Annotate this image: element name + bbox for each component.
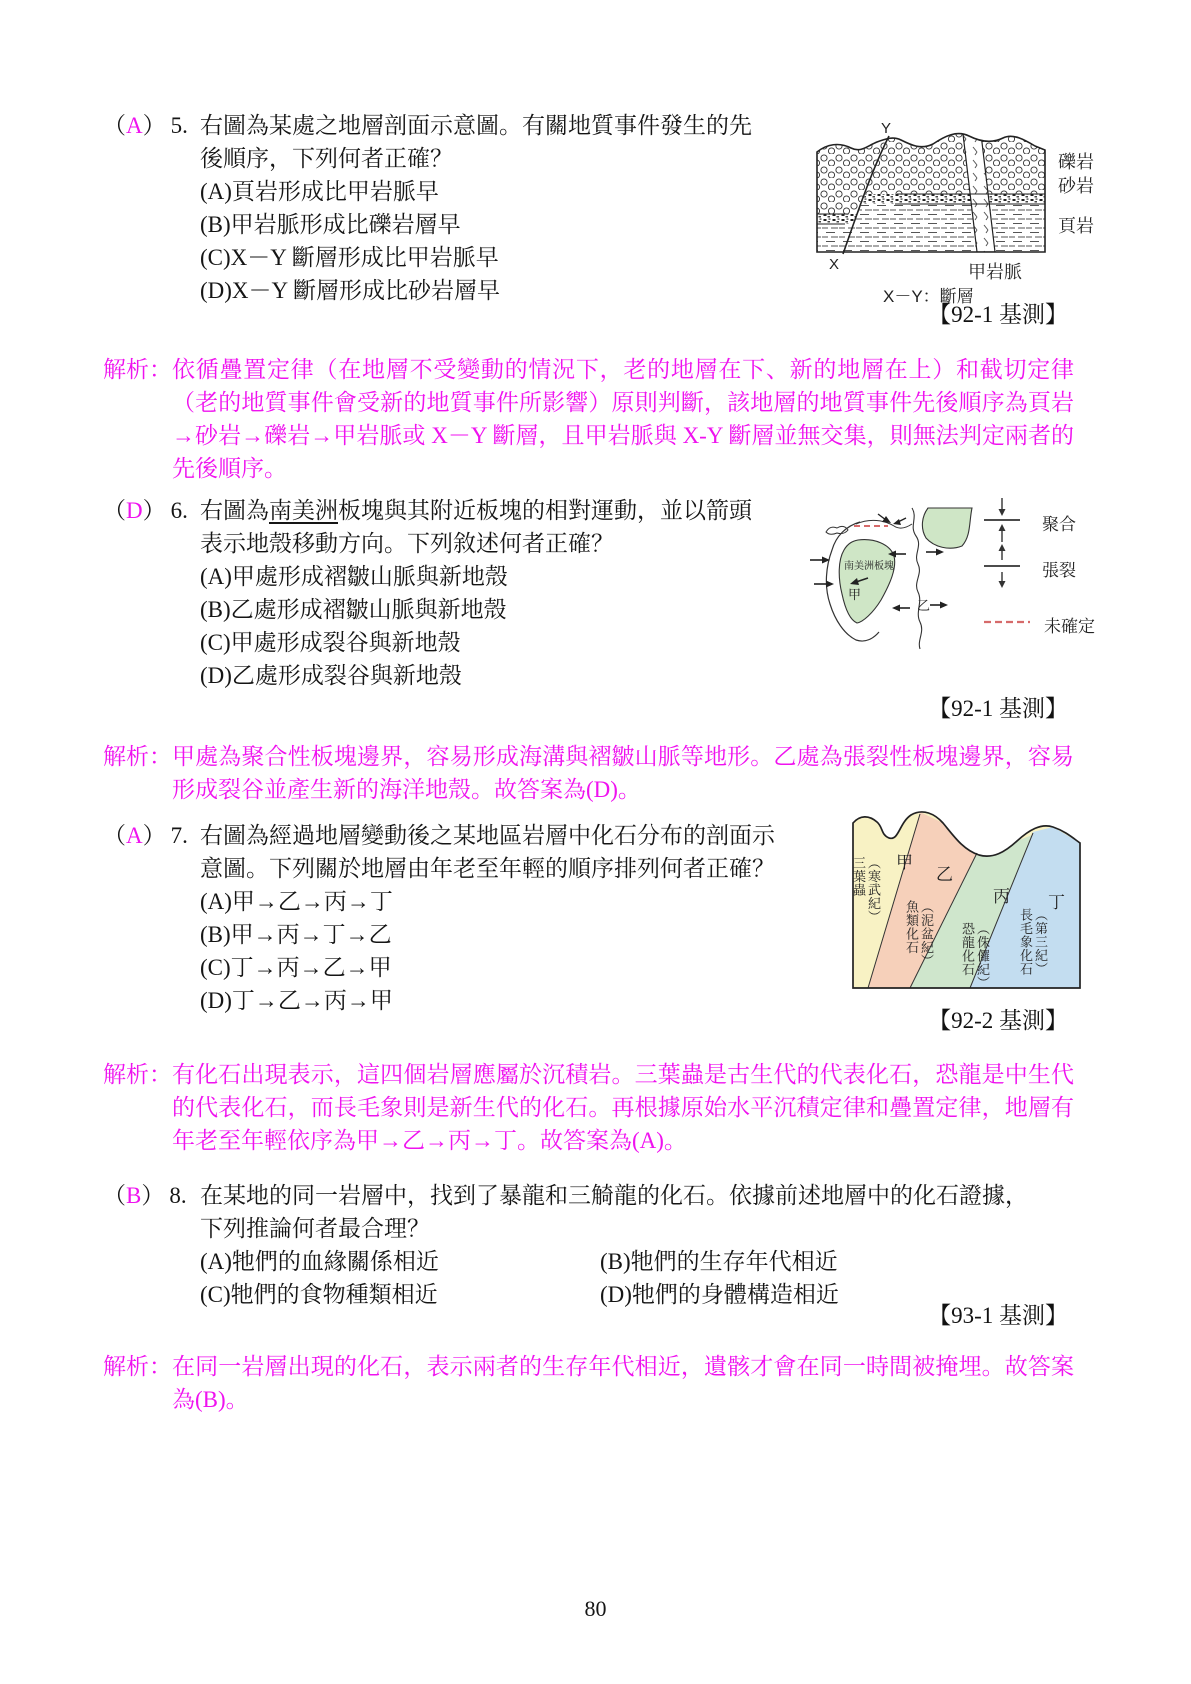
q5-analysis-text: 依循疊置定律（在地層不受變動的情況下，老的地層在下、新的地層在上）和截切定律（老的地質事件會受新的地質事件所影響）原則判斷，該地層的地質事件先後順序為頁岩→砂岩→礫岩→甲岩脈或 X－Y 斷層，且甲岩脈與 X-Y 斷層並無交集，則無法判定兩者的先後順序。 — [172, 357, 1074, 481]
q7-option-d: (D)丁→乙→丙→甲 — [200, 988, 393, 1013]
q7-option-b: (B)甲→丙→丁→乙 — [200, 922, 392, 947]
q5-answer-head: （A） 5. — [103, 113, 188, 138]
q8-answer-letter: B — [126, 1183, 142, 1208]
analysis-prefix: 解析： — [103, 357, 172, 382]
q7-figure-strata — [846, 756, 1088, 1001]
legend-undetermined-label: 未確定 — [1044, 617, 1095, 636]
q8-option-b: (B)牠們的生存年代相近 — [600, 1249, 838, 1274]
q6-option-b: (B)乙處形成褶皺山脈與新地殼 — [200, 597, 507, 622]
page-number: 80 — [584, 1596, 607, 1621]
q7-source-tag: 【92-2 基測】 — [928, 1008, 1068, 1033]
q5-option-a: (A)頁岩形成比甲岩脈早 — [200, 179, 439, 204]
layer-4-fossil: 長毛象化石 — [1018, 908, 1033, 976]
q5-number: 5. — [170, 113, 188, 138]
q7-option-a: (A)甲→乙→丙→丁 — [200, 889, 393, 914]
layer-2-caption — [904, 900, 934, 968]
layer-2-label: 乙 — [936, 865, 953, 884]
q5-option-d: (D)X－Y 斷層形成比砂岩層早 — [200, 278, 501, 303]
layer-1-caption — [851, 856, 881, 924]
q7-stem-line1: 右圖為經過地層變動後之某地區岩層中化石分布的剖面示 — [200, 823, 775, 848]
q8-stem-line1: 在某地的同一岩層中，找到了暴龍和三觭龍的化石。依據前述地層中的化石證據， — [200, 1183, 1028, 1208]
layer-4-label: 丁 — [1048, 893, 1065, 912]
fault-top-label: Y — [881, 120, 892, 137]
layer-2-fossil: 魚類化石 — [904, 900, 919, 954]
q8-stem-line2: 下列推論何者最合理？ — [200, 1216, 430, 1241]
q8-option-a: (A)牠們的血緣關係相近 — [200, 1249, 439, 1274]
underlined-term: 南美洲 — [269, 498, 338, 523]
q5-stem-line2: 後順序，下列何者正確？ — [200, 146, 453, 171]
q7-stem-line2: 意圖。下列關於地層由年老至年輕的順序排列何者正確？ — [200, 856, 775, 881]
layer-1-era: （寒武紀） — [866, 856, 881, 924]
q8-number: 8. — [169, 1183, 187, 1208]
q8-answer-head: （B） 8. — [103, 1183, 187, 1208]
point-a-label: 甲 — [848, 587, 862, 602]
layer-2-era: （泥盆紀） — [919, 900, 934, 968]
q6-stem-line1: 右圖為南美洲板塊與其附近板塊的相對運動，並以箭頭 — [200, 498, 752, 523]
layer-4-era: （第三紀） — [1033, 908, 1048, 976]
q8-source-tag: 【93-1 基測】 — [928, 1303, 1068, 1328]
q6-answer-head: （D） 6. — [103, 498, 188, 523]
layer-3-fossil: 恐龍化石 — [960, 922, 975, 976]
q7-analysis-text: 有化石出現表示，這四個岩層應屬於沉積岩。三葉蟲是古生代的代表化石，恐龍是中生代的代表化石，而長毛象則是新生代的化石。再根據原始水平沉積定律和疊置定律，地層有年老至年輕依序為甲→乙→丙→丁。故答案為(A)。 — [172, 1062, 1074, 1153]
q8-option-d: (D)牠們的身體構造相近 — [600, 1282, 839, 1307]
q5-option-b: (B)甲岩脈形成比礫岩層早 — [200, 212, 461, 237]
layer-3-label: 丙 — [993, 887, 1010, 906]
legend-diverge-label: 張裂 — [1042, 561, 1076, 580]
analysis-prefix: 解析： — [103, 1354, 172, 1379]
q5-source-tag: 【92-1 基測】 — [928, 302, 1068, 327]
layer-1-label: 甲 — [896, 853, 913, 872]
layer-3-caption — [960, 922, 990, 990]
q6-figure-plate-map — [760, 462, 1105, 652]
fault-caption: X－Y：斷層 — [883, 287, 974, 306]
q7-answer-head: （A） 7. — [103, 823, 188, 848]
q6-source-tag: 【92-1 基測】 — [928, 696, 1068, 721]
layer-1-fossil: 三葉蟲 — [851, 856, 866, 897]
layer-4-caption — [1018, 908, 1048, 976]
q6-answer-letter: D — [126, 498, 143, 523]
legend-converge-label: 聚合 — [1042, 515, 1076, 534]
q8-analysis-text: 在同一岩層出現的化石，表示兩者的生存年代相近，遺骸才會在同一時間被掩埋。故答案為(B)。 — [172, 1354, 1074, 1412]
q7-analysis — [103, 1058, 1074, 1157]
q5-figure-cross-section — [805, 118, 1135, 313]
q6-option-c: (C)甲處形成裂谷與新地殼 — [200, 630, 461, 655]
fault-bottom-label: X — [829, 256, 840, 273]
q6-analysis-text: 甲處為聚合性板塊邊界，容易形成海溝與褶皺山脈等地形。乙處為張裂性板塊邊界，容易形成裂谷並產生新的海洋地殼。故答案為(D)。 — [172, 744, 1074, 802]
q8-option-c: (C)牠們的食物種類相近 — [200, 1282, 438, 1307]
q5-stem-line1: 右圖為某處之地層剖面示意圖。有關地質事件發生的先 — [200, 113, 752, 138]
q7-number: 7. — [170, 823, 188, 848]
q7-option-c: (C)丁→丙→乙→甲 — [200, 955, 392, 980]
shale-layer-label: 頁岩 — [1058, 216, 1094, 236]
q5-option-c: (C)X－Y 斷層形成比甲岩脈早 — [200, 245, 499, 270]
q6-stem-line2: 表示地殼移動方向。下列敘述何者正確？ — [200, 531, 614, 556]
q6-option-d: (D)乙處形成裂谷與新地殼 — [200, 663, 462, 688]
q8-analysis — [103, 1350, 1074, 1416]
sand-layer-label: 砂岩 — [1058, 176, 1094, 196]
dike-label: 甲岩脈 — [968, 262, 1022, 282]
q7-answer-letter: A — [126, 823, 143, 848]
point-b-label: 乙 — [917, 598, 931, 613]
analysis-prefix: 解析： — [103, 744, 172, 769]
q6-option-a: (A)甲處形成褶皺山脈與新地殼 — [200, 564, 508, 589]
plate-name-label: 南美洲板塊 — [844, 561, 894, 572]
gravel-layer-label: 礫岩 — [1058, 152, 1094, 172]
analysis-prefix: 解析： — [103, 1062, 172, 1087]
q6-number: 6. — [170, 498, 188, 523]
q5-answer-letter: A — [126, 113, 143, 138]
layer-3-era: （侏儸紀） — [975, 922, 990, 990]
